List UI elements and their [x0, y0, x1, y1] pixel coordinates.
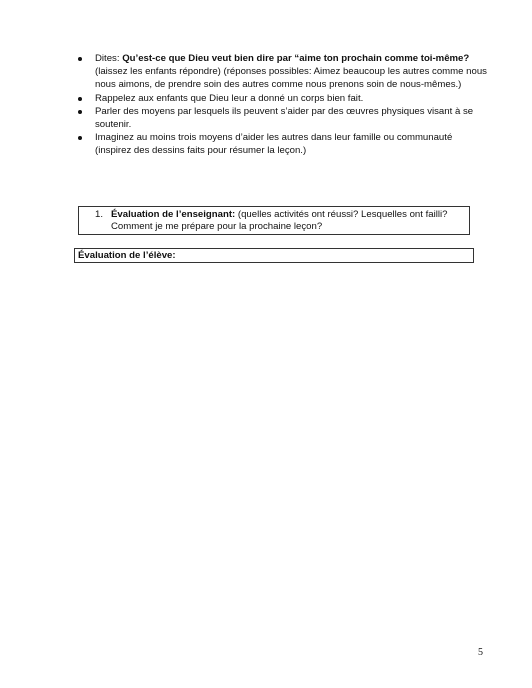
teacher-evaluation-text: [111, 209, 461, 234]
student-evaluation-label: Évaluation de l’élève:: [78, 250, 176, 261]
student-evaluation-box: [74, 248, 474, 263]
bullet-icon: [78, 136, 82, 140]
bullet-prefix: Dites:: [95, 53, 123, 64]
bullet-item: [78, 92, 488, 105]
bullet-text: Imaginez au moins trois moyens d’aider les autres dans leur famille ou communauté (inspirez des dessins faits pour résumer la leçon.): [95, 132, 453, 157]
activity-bullet-list: [78, 52, 488, 158]
bullet-icon: [78, 57, 82, 61]
page-number: 5: [478, 647, 483, 658]
bullet-text: Rappelez aux enfants que Dieu leur a donné un corps bien fait.: [95, 92, 364, 104]
bullet-icon: [78, 97, 82, 101]
teacher-evaluation-prompt: (quelles activités ont réussi? Lesquelles ont failli? Comment je me prépare pour la prochaine leçon?: [111, 209, 448, 233]
bullet-question: Qu’est-ce que Dieu veut bien dire par “aime ton prochain comme toi-même?: [122, 53, 470, 64]
teacher-evaluation-number: 1.: [95, 209, 104, 220]
teacher-evaluation-label: Évaluation de l’enseignant:: [111, 209, 236, 220]
bullet-item: [78, 131, 488, 157]
bullet-text: (laissez les enfants répondre) (réponses possibles: Aimez beaucoup les autres comme nous nous aimons, de prendre soin des autres comme nous prenons soin de nous-mêmes.): [95, 66, 487, 91]
teacher-evaluation-box: [78, 206, 470, 235]
bullet-icon: [78, 110, 82, 114]
bullet-item: [78, 105, 488, 131]
bullet-item: [78, 52, 488, 92]
bullet-text: Parler des moyens par lesquels ils peuvent s’aider par des œuvres physiques visant à se soutenir.: [95, 105, 474, 131]
